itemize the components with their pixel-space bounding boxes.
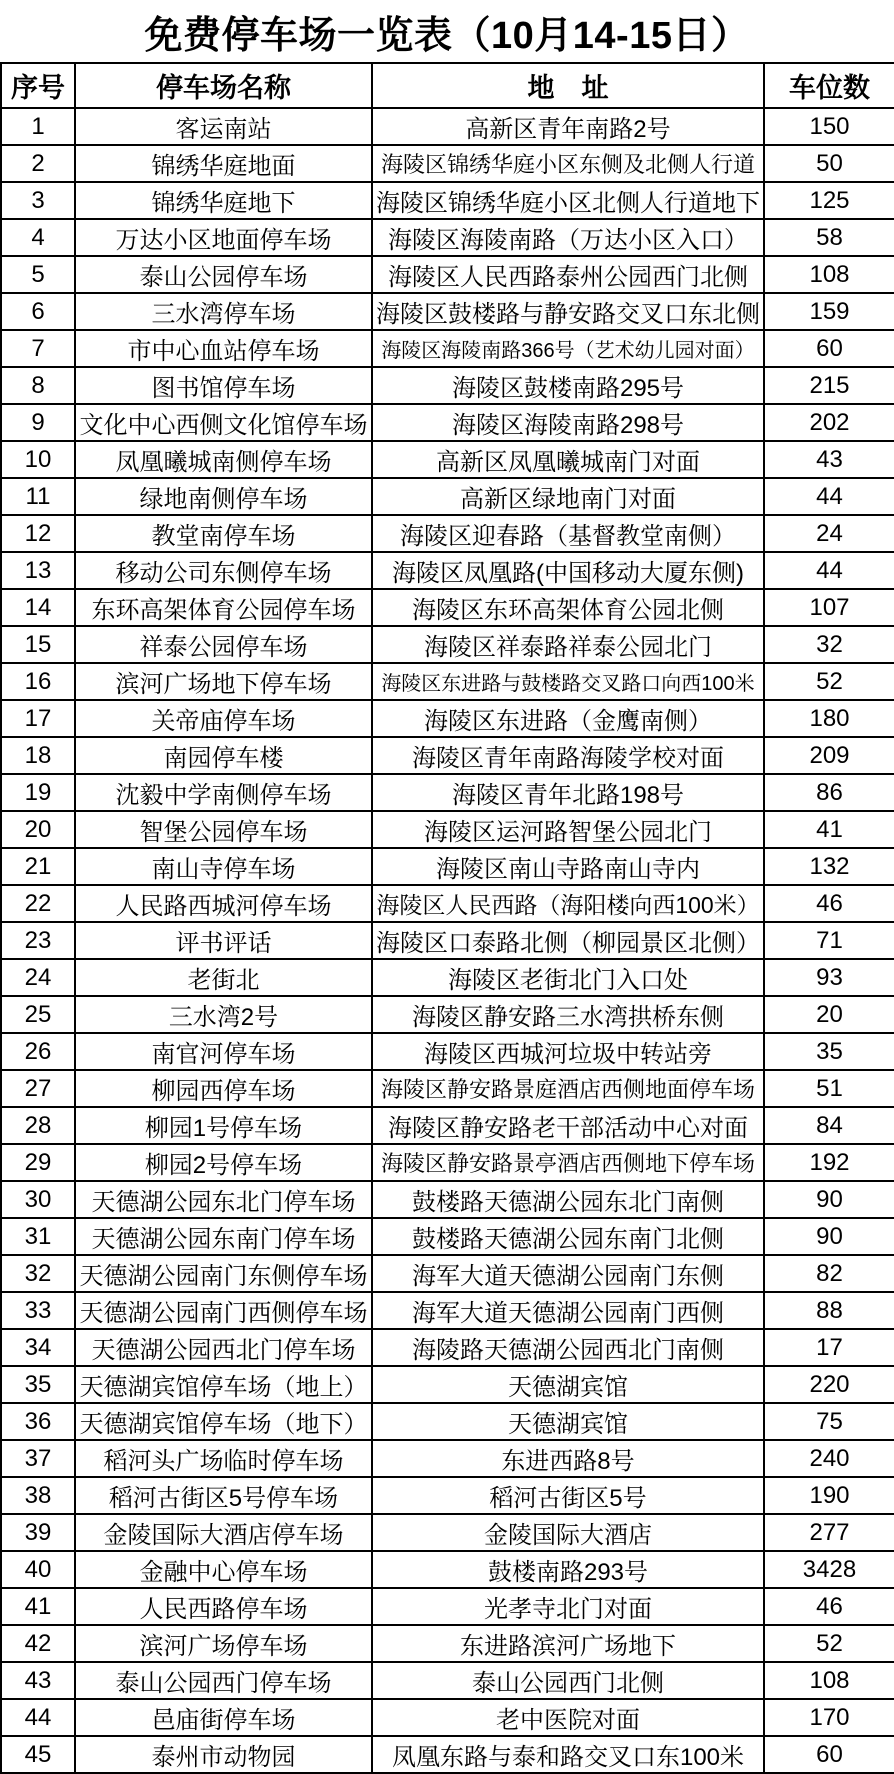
parking-lot-address: 鼓楼南路293号 xyxy=(372,1551,764,1588)
parking-spaces-count: 190 xyxy=(764,1477,894,1514)
parking-spaces-count: 202 xyxy=(764,404,894,441)
row-index: 41 xyxy=(1,1588,75,1625)
parking-spaces-count: 82 xyxy=(764,1255,894,1292)
parking-lot-name: 智堡公园停车场 xyxy=(75,811,372,848)
table-row xyxy=(1,663,894,700)
parking-lot-name: 天德湖宾馆停车场（地上） xyxy=(75,1366,372,1403)
row-index: 10 xyxy=(1,441,75,478)
col-header-address: 地 址 xyxy=(372,63,764,108)
parking-lot-address: 海陵区锦绣华庭小区北侧人行道地下 xyxy=(372,182,764,219)
parking-lot-name: 教堂南停车场 xyxy=(75,515,372,552)
parking-lot-name: 柳园1号停车场 xyxy=(75,1107,372,1144)
row-index: 15 xyxy=(1,626,75,663)
parking-lot-address: 海陵区西城河垃圾中转站旁 xyxy=(372,1033,764,1070)
parking-spaces-count: 86 xyxy=(764,774,894,811)
parking-lot-name: 金陵国际大酒店停车场 xyxy=(75,1514,372,1551)
parking-lot-name: 泰州市动物园 xyxy=(75,1736,372,1773)
parking-lot-name: 锦绣华庭地面 xyxy=(75,145,372,182)
parking-lot-address: 海陵路天德湖公园西北门南侧 xyxy=(372,1329,764,1366)
table-row xyxy=(1,1514,894,1551)
parking-lot-name: 移动公司东侧停车场 xyxy=(75,552,372,589)
table-row xyxy=(1,478,894,515)
parking-lot-name: 金融中心停车场 xyxy=(75,1551,372,1588)
table-row xyxy=(1,552,894,589)
parking-lot-address: 海陵区鼓楼路与静安路交叉口东北侧 xyxy=(372,293,764,330)
table-row xyxy=(1,589,894,626)
table-row xyxy=(1,774,894,811)
parking-spaces-count: 17 xyxy=(764,1329,894,1366)
row-index: 40 xyxy=(1,1551,75,1588)
col-header-index: 序号 xyxy=(1,63,75,108)
col-header-name: 停车场名称 xyxy=(75,63,372,108)
parking-lot-address: 高新区凤凰曦城南门对面 xyxy=(372,441,764,478)
row-index: 27 xyxy=(1,1070,75,1107)
table-row xyxy=(1,256,894,293)
table-row xyxy=(1,700,894,737)
row-index: 11 xyxy=(1,478,75,515)
table-row xyxy=(1,1736,894,1773)
table-row xyxy=(1,885,894,922)
table-body xyxy=(1,108,894,1773)
table-row xyxy=(1,996,894,1033)
parking-lot-name: 文化中心西侧文化馆停车场 xyxy=(75,404,372,441)
row-index: 16 xyxy=(1,663,75,700)
parking-lot-address: 鼓楼路天德湖公园东北门南侧 xyxy=(372,1181,764,1218)
table-row xyxy=(1,441,894,478)
row-index: 30 xyxy=(1,1181,75,1218)
parking-spaces-count: 88 xyxy=(764,1292,894,1329)
parking-lot-name: 天德湖公园东北门停车场 xyxy=(75,1181,372,1218)
table-row xyxy=(1,1588,894,1625)
parking-lot-name: 天德湖宾馆停车场（地下） xyxy=(75,1403,372,1440)
table-row xyxy=(1,1403,894,1440)
row-index: 7 xyxy=(1,330,75,367)
parking-spaces-count: 24 xyxy=(764,515,894,552)
row-index: 17 xyxy=(1,700,75,737)
row-index: 28 xyxy=(1,1107,75,1144)
parking-lot-name: 图书馆停车场 xyxy=(75,367,372,404)
table-row xyxy=(1,959,894,996)
table-row xyxy=(1,1144,894,1181)
table-row xyxy=(1,367,894,404)
table-row xyxy=(1,1292,894,1329)
parking-lot-address: 海陵区静安路景庭酒店西侧地面停车场 xyxy=(372,1070,764,1107)
parking-lot-name: 柳园西停车场 xyxy=(75,1070,372,1107)
parking-lot-address: 海军大道天德湖公园南门东侧 xyxy=(372,1255,764,1292)
table-row xyxy=(1,922,894,959)
row-index: 31 xyxy=(1,1218,75,1255)
parking-lot-address: 海陵区锦绣华庭小区东侧及北侧人行道 xyxy=(372,145,764,182)
row-index: 2 xyxy=(1,145,75,182)
parking-spaces-count: 240 xyxy=(764,1440,894,1477)
parking-lot-name: 邑庙街停车场 xyxy=(75,1699,372,1736)
row-index: 1 xyxy=(1,108,75,145)
parking-spaces-count: 180 xyxy=(764,700,894,737)
row-index: 25 xyxy=(1,996,75,1033)
row-index: 21 xyxy=(1,848,75,885)
parking-lot-address: 高新区青年南路2号 xyxy=(372,108,764,145)
parking-spaces-count: 3428 xyxy=(764,1551,894,1588)
row-index: 29 xyxy=(1,1144,75,1181)
table-row xyxy=(1,848,894,885)
table-row xyxy=(1,515,894,552)
parking-lot-name: 稻河古街区5号停车场 xyxy=(75,1477,372,1514)
parking-lot-address: 海陵区凤凰路(中国移动大厦东侧) xyxy=(372,552,764,589)
parking-spaces-count: 52 xyxy=(764,663,894,700)
table-row xyxy=(1,182,894,219)
col-header-spaces: 车位数 xyxy=(764,63,894,108)
row-index: 9 xyxy=(1,404,75,441)
row-index: 33 xyxy=(1,1292,75,1329)
parking-spaces-count: 215 xyxy=(764,367,894,404)
parking-lot-name: 东环高架体育公园停车场 xyxy=(75,589,372,626)
row-index: 26 xyxy=(1,1033,75,1070)
parking-lot-name: 天德湖公园东南门停车场 xyxy=(75,1218,372,1255)
parking-lot-name: 三水湾停车场 xyxy=(75,293,372,330)
row-index: 14 xyxy=(1,589,75,626)
row-index: 37 xyxy=(1,1440,75,1477)
table-row xyxy=(1,1070,894,1107)
row-index: 6 xyxy=(1,293,75,330)
parking-lot-address: 光孝寺北门对面 xyxy=(372,1588,764,1625)
row-index: 18 xyxy=(1,737,75,774)
table-row xyxy=(1,404,894,441)
table-row xyxy=(1,1699,894,1736)
table-header xyxy=(1,63,894,108)
parking-spaces-count: 35 xyxy=(764,1033,894,1070)
parking-lot-address: 海陵区老街北门入口处 xyxy=(372,959,764,996)
table-row xyxy=(1,1477,894,1514)
row-index: 38 xyxy=(1,1477,75,1514)
header-row xyxy=(1,63,894,108)
row-index: 34 xyxy=(1,1329,75,1366)
parking-lot-address: 东进西路8号 xyxy=(372,1440,764,1477)
parking-lot-name: 滨河广场停车场 xyxy=(75,1625,372,1662)
parking-lot-name: 天德湖公园南门东侧停车场 xyxy=(75,1255,372,1292)
parking-spaces-count: 209 xyxy=(764,737,894,774)
row-index: 19 xyxy=(1,774,75,811)
parking-spaces-count: 44 xyxy=(764,552,894,589)
parking-spaces-count: 51 xyxy=(764,1070,894,1107)
parking-spaces-count: 159 xyxy=(764,293,894,330)
parking-lot-name: 天德湖公园西北门停车场 xyxy=(75,1329,372,1366)
parking-lot-address: 海陵区东进路与鼓楼路交叉路口向西100米 xyxy=(372,663,764,700)
parking-spaces-count: 107 xyxy=(764,589,894,626)
parking-lot-name: 客运南站 xyxy=(75,108,372,145)
row-index: 8 xyxy=(1,367,75,404)
table-row xyxy=(1,811,894,848)
parking-spaces-count: 32 xyxy=(764,626,894,663)
parking-lot-address: 海陵区青年北路198号 xyxy=(372,774,764,811)
row-index: 45 xyxy=(1,1736,75,1773)
table-row xyxy=(1,1662,894,1699)
parking-lot-name: 南官河停车场 xyxy=(75,1033,372,1070)
table-row xyxy=(1,1625,894,1662)
parking-spaces-count: 108 xyxy=(764,256,894,293)
parking-spaces-count: 50 xyxy=(764,145,894,182)
parking-lot-address: 东进路滨河广场地下 xyxy=(372,1625,764,1662)
table-row xyxy=(1,1329,894,1366)
parking-lot-address: 海陵区祥泰路祥泰公园北门 xyxy=(372,626,764,663)
row-index: 20 xyxy=(1,811,75,848)
row-index: 44 xyxy=(1,1699,75,1736)
row-index: 3 xyxy=(1,182,75,219)
parking-lot-name: 锦绣华庭地下 xyxy=(75,182,372,219)
parking-lot-address: 稻河古街区5号 xyxy=(372,1477,764,1514)
parking-lot-address: 海军大道天德湖公园南门西侧 xyxy=(372,1292,764,1329)
parking-lot-name: 人民路西城河停车场 xyxy=(75,885,372,922)
table-row xyxy=(1,1366,894,1403)
parking-lot-address: 海陵区海陵南路（万达小区入口） xyxy=(372,219,764,256)
table-row xyxy=(1,626,894,663)
parking-spaces-count: 125 xyxy=(764,182,894,219)
parking-lot-name: 沈毅中学南侧停车场 xyxy=(75,774,372,811)
parking-lot-name: 祥泰公园停车场 xyxy=(75,626,372,663)
parking-lot-name: 老街北 xyxy=(75,959,372,996)
parking-lot-name: 滨河广场地下停车场 xyxy=(75,663,372,700)
parking-spaces-count: 58 xyxy=(764,219,894,256)
parking-spaces-count: 108 xyxy=(764,1662,894,1699)
parking-lot-name: 稻河头广场临时停车场 xyxy=(75,1440,372,1477)
parking-lot-name: 泰山公园停车场 xyxy=(75,256,372,293)
parking-lot-name: 天德湖公园南门西侧停车场 xyxy=(75,1292,372,1329)
parking-lot-name: 绿地南侧停车场 xyxy=(75,478,372,515)
parking-lot-address: 海陵区青年南路海陵学校对面 xyxy=(372,737,764,774)
page-title: 免费停车场一览表（10月14-15日） xyxy=(144,14,750,57)
parking-lot-address: 泰山公园西门北侧 xyxy=(372,1662,764,1699)
parking-lot-address: 鼓楼路天德湖公园东南门北侧 xyxy=(372,1218,764,1255)
parking-spaces-count: 84 xyxy=(764,1107,894,1144)
row-index: 36 xyxy=(1,1403,75,1440)
table-row xyxy=(1,330,894,367)
parking-lot-name: 评书评话 xyxy=(75,922,372,959)
parking-spaces-count: 41 xyxy=(764,811,894,848)
row-index: 24 xyxy=(1,959,75,996)
parking-lot-address: 海陵区南山寺路南山寺内 xyxy=(372,848,764,885)
parking-lot-name: 市中心血站停车场 xyxy=(75,330,372,367)
parking-spaces-count: 52 xyxy=(764,1625,894,1662)
row-index: 32 xyxy=(1,1255,75,1292)
parking-lot-address: 海陵区静安路三水湾拱桥东侧 xyxy=(372,996,764,1033)
table-row xyxy=(1,1440,894,1477)
parking-spaces-count: 71 xyxy=(764,922,894,959)
parking-lot-address: 天德湖宾馆 xyxy=(372,1366,764,1403)
parking-lot-name: 南山寺停车场 xyxy=(75,848,372,885)
parking-lot-address: 海陵区海陵南路298号 xyxy=(372,404,764,441)
table-row xyxy=(1,737,894,774)
parking-spaces-count: 43 xyxy=(764,441,894,478)
parking-spaces-count: 60 xyxy=(764,330,894,367)
parking-spaces-count: 132 xyxy=(764,848,894,885)
parking-lot-address: 金陵国际大酒店 xyxy=(372,1514,764,1551)
table-row xyxy=(1,1181,894,1218)
parking-spaces-count: 44 xyxy=(764,478,894,515)
row-index: 5 xyxy=(1,256,75,293)
table-row xyxy=(1,293,894,330)
parking-lot-address: 海陵区运河路智堡公园北门 xyxy=(372,811,764,848)
table-row xyxy=(1,145,894,182)
parking-lot-name: 人民西路停车场 xyxy=(75,1588,372,1625)
row-index: 13 xyxy=(1,552,75,589)
parking-lot-address: 海陵区静安路老干部活动中心对面 xyxy=(372,1107,764,1144)
parking-spaces-count: 170 xyxy=(764,1699,894,1736)
parking-spaces-count: 46 xyxy=(764,1588,894,1625)
table-row xyxy=(1,1218,894,1255)
row-index: 39 xyxy=(1,1514,75,1551)
parking-spaces-count: 60 xyxy=(764,1736,894,1773)
row-index: 35 xyxy=(1,1366,75,1403)
parking-spaces-count: 150 xyxy=(764,108,894,145)
parking-lot-address: 海陵区海陵南路366号（艺术幼儿园对面） xyxy=(372,330,764,367)
parking-table xyxy=(0,62,894,1774)
row-index: 4 xyxy=(1,219,75,256)
parking-lot-address: 海陵区东环高架体育公园北侧 xyxy=(372,589,764,626)
parking-lot-address: 天德湖宾馆 xyxy=(372,1403,764,1440)
parking-lot-name: 南园停车楼 xyxy=(75,737,372,774)
parking-lot-address: 海陵区人民西路泰州公园西门北侧 xyxy=(372,256,764,293)
table-row xyxy=(1,1033,894,1070)
parking-lot-name: 万达小区地面停车场 xyxy=(75,219,372,256)
row-index: 23 xyxy=(1,922,75,959)
parking-spaces-count: 75 xyxy=(764,1403,894,1440)
parking-spaces-count: 277 xyxy=(764,1514,894,1551)
table-row xyxy=(1,1107,894,1144)
parking-lot-address: 凤凰东路与泰和路交叉口东100米 xyxy=(372,1736,764,1773)
row-index: 22 xyxy=(1,885,75,922)
parking-lot-address: 海陵区静安路景亭酒店西侧地下停车场 xyxy=(372,1144,764,1181)
parking-lot-address: 海陵区迎春路（基督教堂南侧） xyxy=(372,515,764,552)
parking-spaces-count: 46 xyxy=(764,885,894,922)
parking-lot-name: 凤凰曦城南侧停车场 xyxy=(75,441,372,478)
parking-lot-name: 泰山公园西门停车场 xyxy=(75,1662,372,1699)
parking-lot-name: 三水湾2号 xyxy=(75,996,372,1033)
parking-lot-name: 柳园2号停车场 xyxy=(75,1144,372,1181)
parking-lot-address: 海陵区人民西路（海阳楼向西100米） xyxy=(372,885,764,922)
row-index: 42 xyxy=(1,1625,75,1662)
table-row xyxy=(1,1255,894,1292)
parking-lot-address: 高新区绿地南门对面 xyxy=(372,478,764,515)
row-index: 43 xyxy=(1,1662,75,1699)
parking-spaces-count: 93 xyxy=(764,959,894,996)
parking-lot-name: 关帝庙停车场 xyxy=(75,700,372,737)
table-row xyxy=(1,1551,894,1588)
parking-lot-address: 老中医院对面 xyxy=(372,1699,764,1736)
row-index: 12 xyxy=(1,515,75,552)
parking-spaces-count: 220 xyxy=(764,1366,894,1403)
parking-spaces-count: 20 xyxy=(764,996,894,1033)
parking-spaces-count: 90 xyxy=(764,1218,894,1255)
parking-lot-address: 海陵区鼓楼南路295号 xyxy=(372,367,764,404)
parking-spaces-count: 90 xyxy=(764,1181,894,1218)
parking-spaces-count: 192 xyxy=(764,1144,894,1181)
parking-lot-address: 海陵区东进路（金鹰南侧） xyxy=(372,700,764,737)
parking-lot-address: 海陵区口泰路北侧（柳园景区北侧） xyxy=(372,922,764,959)
table-row xyxy=(1,219,894,256)
table-row xyxy=(1,108,894,145)
